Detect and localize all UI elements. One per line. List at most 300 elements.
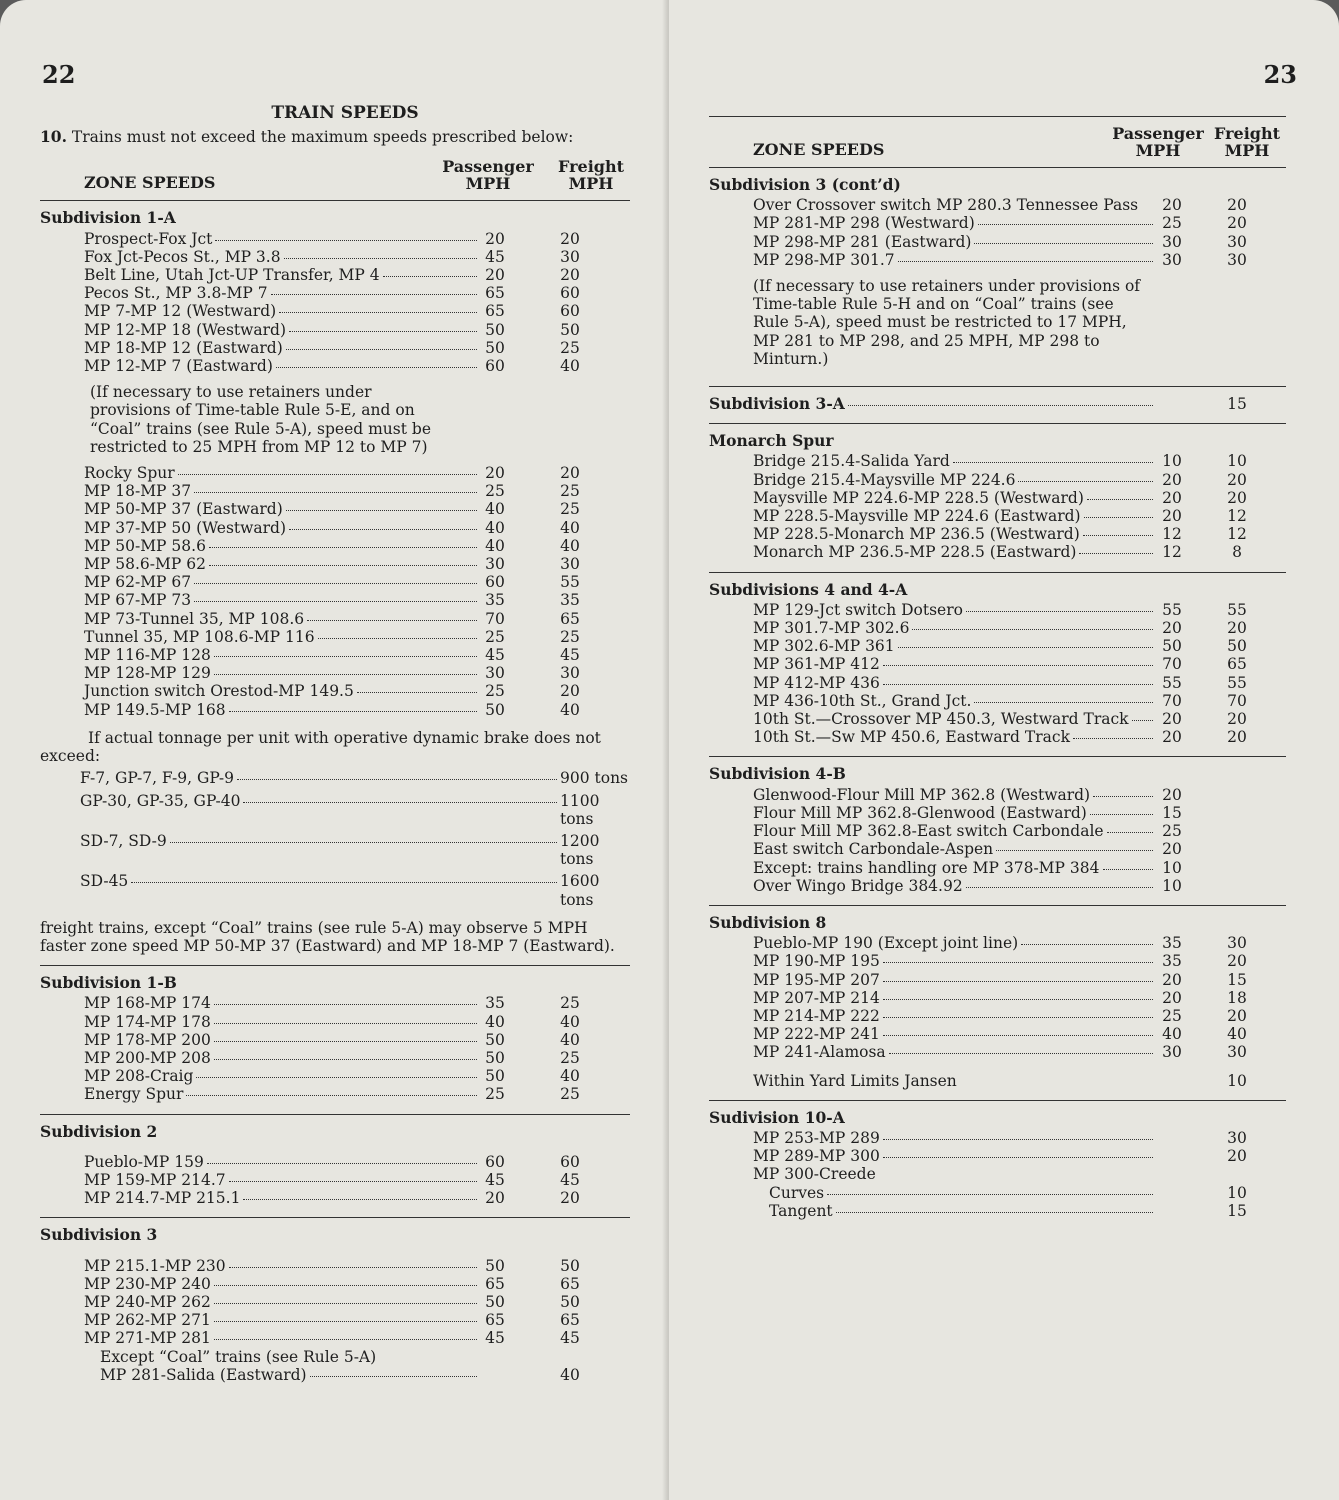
zone-desc: Energy Spur [84, 1085, 184, 1104]
leader-dots [1018, 481, 1153, 482]
freight-speed: 25 [560, 627, 580, 646]
zone-row [709, 543, 1286, 561]
leader-dots [883, 1017, 1153, 1018]
leader-dots [194, 492, 477, 493]
passenger-speed: 20 [485, 1189, 505, 1208]
subdivision-1b [40, 974, 630, 1114]
zone-desc: MP 37-MP 50 (Westward) [84, 518, 287, 537]
freight-speed: 30 [560, 247, 580, 266]
zone-speeds-title: ZONE SPEEDS [84, 173, 216, 193]
freight-speed: 25 [560, 500, 580, 519]
zone-row [40, 1275, 630, 1293]
zone-row [40, 1257, 630, 1275]
leader-dots [276, 367, 477, 368]
freight-speed: 35 [560, 591, 580, 610]
leader-dots [1083, 535, 1153, 536]
leader-dots [214, 1023, 477, 1024]
passenger-speed: 50 [485, 1030, 505, 1049]
freight-speed: 25 [560, 1048, 580, 1067]
leader-dots [214, 1004, 477, 1005]
freight-speed: 25 [560, 482, 580, 501]
freight-speed: 40 [560, 357, 580, 376]
subdivision-10a [709, 1109, 1286, 1220]
leader-dots [178, 474, 477, 475]
passenger-header: Passenger MPH [1112, 124, 1204, 160]
freight-speed: 20 [560, 229, 580, 248]
freight-speed: 15 [1227, 1201, 1247, 1220]
leader-dots [271, 294, 477, 295]
zone-row [709, 822, 1286, 840]
passenger-speed: 70 [485, 609, 505, 628]
except-coal: Except “Coal” trains (see Rule 5-A) [100, 1347, 377, 1366]
passenger-speed: 65 [485, 284, 505, 303]
zone-desc: MP 289-MP 300 [753, 1147, 880, 1166]
zone-row [40, 1311, 630, 1329]
passenger-speed: 40 [485, 1012, 505, 1031]
zone-row [40, 1085, 630, 1103]
zone-desc: Belt Line, Utah Jct-UP Transfer, MP 4 [84, 266, 380, 285]
zone-desc: MP 301.7-MP 302.6 [753, 619, 910, 638]
freight-speed: 65 [1227, 655, 1247, 674]
leader-dots [883, 665, 1153, 666]
leader-dots [1087, 499, 1153, 500]
zone-desc: MP 7-MP 12 (Westward) [84, 302, 277, 321]
leader-dots [289, 331, 477, 332]
zone-row [709, 214, 1286, 232]
tonnage-row [40, 792, 630, 828]
zone-row [40, 555, 630, 573]
zone-desc: MP 195-MP 207 [753, 970, 880, 989]
tonnage-text: If actual tonnage per unit with operative dynamic brake does not exceed: [40, 728, 601, 766]
passenger-speed: 60 [485, 1152, 505, 1171]
zone-desc: Except: trains handling ore MP 378-MP 384 [753, 858, 1100, 877]
freight-speed: 20 [1227, 1006, 1247, 1025]
leader-dots [827, 1194, 1153, 1195]
passenger-speed: 20 [1162, 507, 1182, 526]
zone-row [709, 710, 1286, 728]
zone-desc: MP 230-MP 240 [84, 1274, 211, 1293]
zone-row [40, 1366, 630, 1384]
zone-row [40, 302, 630, 320]
leader-dots [286, 510, 477, 511]
locomotive-models: SD-7, SD-9 [80, 831, 167, 850]
page-number: 22 [42, 60, 76, 89]
zone-desc: MP 58.6-MP 62 [84, 555, 206, 574]
freight-speed: 30 [1227, 232, 1247, 251]
zone-desc: Pecos St., MP 3.8-MP 7 [84, 284, 268, 303]
leader-dots [383, 276, 477, 277]
zone-desc: MP 67-MP 73 [84, 591, 192, 610]
freight-speed: 40 [560, 1012, 580, 1031]
freight-speed: 65 [560, 1311, 580, 1330]
zone-desc: MP 18-MP 37 [84, 482, 192, 501]
freight-speed: 20 [1227, 470, 1247, 489]
tonnage-row [40, 832, 630, 868]
passenger-speed: 55 [1162, 673, 1182, 692]
zone-row [40, 573, 630, 591]
freight-speed: 55 [1227, 673, 1247, 692]
subdivision-1a [40, 209, 630, 966]
freight-speed: 45 [560, 646, 580, 665]
leader-dots [978, 224, 1153, 225]
zone-desc: MP 159-MP 214.7 [84, 1170, 226, 1189]
leader-dots [243, 1199, 477, 1200]
zone-desc: Tunnel 35, MP 108.6-MP 116 [84, 627, 315, 646]
freight-speed: 40 [560, 1067, 580, 1086]
zone-desc: MP 436-10th St., Grand Jct. [753, 691, 972, 710]
passenger-speed: 10 [1162, 452, 1182, 471]
zone-row [709, 1129, 1286, 1147]
freight-speed: 20 [560, 682, 580, 701]
leader-dots [215, 240, 477, 241]
freight-speed: 30 [1227, 1043, 1247, 1062]
zone-row [40, 1329, 630, 1347]
zone-row [40, 1013, 630, 1031]
zone-row [709, 395, 1286, 413]
freight-speed: 50 [560, 1256, 580, 1275]
freight-speed: 40 [1227, 1025, 1247, 1044]
leader-dots [310, 1376, 477, 1377]
section-title: Subdivision 8 [709, 912, 827, 932]
zone-row [40, 646, 630, 664]
freight-speed: 20 [1162, 785, 1182, 804]
passenger-speed: 40 [1162, 1025, 1182, 1044]
zone-row [709, 233, 1286, 251]
freight-speed: 10 [1227, 1071, 1247, 1090]
zone-desc: MP 129-Jct switch Dotsero [753, 600, 963, 619]
leader-dots [836, 1212, 1153, 1213]
zone-desc: MP 222-MP 241 [753, 1025, 880, 1044]
subdivision-3-contd [709, 176, 1286, 387]
freight-speed: 8 [1232, 543, 1242, 562]
passenger-speed: 30 [1162, 232, 1182, 251]
zone-desc: MP 168-MP 174 [84, 994, 211, 1013]
leader-dots [229, 1181, 477, 1182]
freight-header: Freight MPH [1214, 124, 1280, 160]
leader-dots [1079, 553, 1153, 554]
leader-dots [1090, 814, 1153, 815]
passenger-speed: 20 [485, 229, 505, 248]
passenger-speed: 50 [485, 1048, 505, 1067]
passenger-speed: 55 [1162, 600, 1182, 619]
zone-desc: MP 215.1-MP 230 [84, 1256, 226, 1275]
zone-desc: MP 253-MP 289 [753, 1128, 880, 1147]
locomotive-models: F-7, GP-7, F-9, GP-9 [80, 769, 235, 788]
freight-speed: 20 [560, 1189, 580, 1208]
leader-dots [953, 462, 1153, 463]
locomotive-models: SD-45 [80, 872, 129, 891]
leader-dots [848, 405, 1153, 406]
zone-desc: MP 214.7-MP 215.1 [84, 1189, 241, 1208]
leader-dots [996, 850, 1153, 851]
passenger-speed: 12 [1162, 543, 1182, 562]
freight-speed: 20 [1227, 488, 1247, 507]
monarch-spur [709, 432, 1286, 572]
freight-speed: 40 [560, 1030, 580, 1049]
passenger-speed: 35 [485, 591, 505, 610]
passenger-speed: 50 [485, 1256, 505, 1275]
zone-row [709, 1072, 1286, 1090]
zone-row [40, 321, 630, 339]
passenger-speed: 60 [485, 357, 505, 376]
zone-desc: Junction switch Orestod-MP 149.5 [84, 682, 354, 701]
zone-desc: Monarch MP 236.5-MP 228.5 (Eastward) [753, 543, 1077, 562]
tonnage-value: 1600 tons [560, 872, 600, 909]
freight-speed: 10 [1162, 876, 1182, 895]
retainer-note: (If necessary to use retainers under provisions of Time-table Rule 5-H and on “Coal” trains (see Rule 5-A), speed must be restricted to 17 MPH, MP 281 to MP 298, and 25 MPH, MP 298 to Minturn.) [753, 277, 1141, 368]
freight-speed: 50 [1227, 637, 1247, 656]
passenger-speed: 20 [1162, 470, 1182, 489]
zone-row [709, 1147, 1286, 1165]
zone-row [709, 1184, 1286, 1202]
freight-speed: 25 [560, 1085, 580, 1104]
zone-row [40, 1049, 630, 1067]
left-column [40, 104, 630, 1384]
freight-speed: 50 [560, 320, 580, 339]
section-title: Monarch Spur [709, 431, 834, 451]
passenger-speed: 40 [485, 500, 505, 519]
zone-desc: Fox Jct-Pecos St., MP 3.8 [84, 247, 281, 266]
leader-dots [196, 1077, 477, 1078]
zone-row [709, 619, 1286, 637]
zone-desc: Bridge 215.4-Salida Yard [753, 452, 950, 471]
zone-row [40, 464, 630, 482]
passenger-speed: 35 [1162, 952, 1182, 971]
passenger-speed: 50 [485, 1067, 505, 1086]
leader-dots [214, 1321, 477, 1322]
zone-row [40, 266, 630, 284]
freight-speed: 10 [1162, 858, 1182, 877]
zone-row [709, 674, 1286, 692]
zone-row [709, 786, 1286, 804]
subdivision-3 [40, 1226, 630, 1384]
freight-speed: 20 [1227, 1147, 1247, 1166]
leader-dots [883, 999, 1153, 1000]
zone-row [709, 692, 1286, 710]
freight-speed: 55 [560, 573, 580, 592]
section-title: Subdivision 3 [40, 1225, 158, 1245]
freight-speed: 20 [560, 464, 580, 483]
freight-speed: 45 [560, 1329, 580, 1348]
passenger-speed: 20 [1162, 619, 1182, 638]
zone-desc: MP 240-MP 262 [84, 1292, 211, 1311]
zone-desc: Subdivision 3-A [709, 394, 845, 414]
right-column [709, 116, 1286, 1220]
zone-desc: East switch Carbondale-Aspen [753, 840, 994, 859]
passenger-speed: 25 [1162, 214, 1182, 233]
freight-speed: 12 [1227, 525, 1247, 544]
zone-row [40, 1067, 630, 1085]
zone-desc: Glenwood-Flour Mill MP 362.8 (Westward) [753, 785, 1091, 804]
leader-dots [194, 601, 477, 602]
zone-desc: Flour Mill MP 362.8-Glenwood (Eastward) [753, 803, 1087, 822]
leader-dots [286, 349, 477, 350]
leader-dots [883, 1035, 1153, 1036]
zone-desc: MP 50-MP 58.6 [84, 536, 206, 555]
leader-dots [229, 711, 477, 712]
freight-speed: 20 [1227, 196, 1247, 215]
freight-speed: 40 [560, 1365, 580, 1384]
leader-dots [898, 647, 1153, 648]
zone-row [40, 537, 630, 555]
zone-desc: MP 200-MP 208 [84, 1048, 211, 1067]
zone-row [40, 500, 630, 518]
freight-speed: 15 [1227, 395, 1247, 414]
rule-10-intro [40, 128, 630, 146]
leader-dots [209, 565, 477, 566]
passenger-speed: 65 [485, 1311, 505, 1330]
zone-row [40, 701, 630, 719]
zone-row [709, 1007, 1286, 1025]
leader-dots [883, 981, 1153, 982]
freight-speed: 20 [1227, 728, 1247, 747]
section-title: Subdivision 4-B [709, 764, 846, 784]
zone-desc: Flour Mill MP 362.8-East switch Carbondale [753, 822, 1104, 841]
leader-dots [214, 1339, 477, 1340]
passenger-speed: 20 [1162, 488, 1182, 507]
zone-row [709, 877, 1286, 895]
passenger-speed: 30 [1162, 250, 1182, 269]
creede-label: MP 300-Creede [753, 1165, 876, 1184]
zone-row [40, 1031, 630, 1049]
leader-dots [1021, 944, 1153, 945]
zone-row [709, 1202, 1286, 1220]
zone-desc: Within Yard Limits Jansen [753, 1071, 957, 1090]
zone-row [709, 728, 1286, 746]
leader-dots [229, 1267, 477, 1268]
section-title: Subdivisions 4 and 4-A [709, 579, 908, 599]
zone-desc: MP 190-MP 195 [753, 952, 880, 971]
leader-dots [974, 702, 1153, 703]
zone-row [40, 230, 630, 248]
leader-dots [357, 692, 477, 693]
freight-speed: 10 [1227, 452, 1247, 471]
zone-desc: MP 262-MP 271 [84, 1311, 211, 1330]
zone-row [40, 284, 630, 302]
retainer-note: (If necessary to use retainers under provisions of Time-table Rule 5-E, and on “Coal” trains (see Rule 5-A), speed must be restricted to 25 MPH from MP 12 to MP 7) [90, 383, 431, 456]
zone-desc: 10th St.—Crossover MP 450.3, Westward Track [753, 710, 1129, 729]
zone-desc: MP 12-MP 18 (Westward) [84, 320, 287, 339]
passenger-speed: 30 [1162, 1043, 1182, 1062]
freight-speed: 20 [1162, 840, 1182, 859]
freight-speed: 65 [560, 1274, 580, 1293]
zone-desc: MP 228.5-Maysville MP 224.6 (Eastward) [753, 507, 1081, 526]
zone-row [40, 339, 630, 357]
leader-dots [289, 529, 477, 530]
leader-dots [912, 629, 1153, 630]
subdivision-4b [709, 765, 1286, 905]
zone-desc: MP 128-MP 129 [84, 664, 211, 683]
passenger-speed: 45 [485, 646, 505, 665]
freight-speed: 20 [1227, 619, 1247, 638]
zone-row [709, 859, 1286, 877]
zone-desc: MP 298-MP 301.7 [753, 250, 895, 269]
zone-row [40, 664, 630, 682]
passenger-speed: 40 [485, 536, 505, 555]
passenger-speed: 50 [485, 338, 505, 357]
passenger-speed: 35 [1162, 934, 1182, 953]
zone-speeds-header [40, 158, 630, 201]
freight-speed: 30 [560, 555, 580, 574]
zone-desc: Curves [769, 1183, 825, 1202]
zone-desc: Pueblo-MP 190 (Except joint line) [753, 934, 1019, 953]
passenger-speed: 20 [1162, 196, 1182, 215]
passenger-speed: 25 [485, 482, 505, 501]
leader-dots [1103, 869, 1154, 870]
passenger-speed: 20 [485, 464, 505, 483]
zone-desc: MP 228.5-Monarch MP 236.5 (Westward) [753, 525, 1080, 544]
freight-speed: 10 [1227, 1183, 1247, 1202]
leader-dots [209, 547, 477, 548]
zone-desc: MP 149.5-MP 168 [84, 700, 226, 719]
zone-row [709, 507, 1286, 525]
zone-row [709, 655, 1286, 673]
passenger-speed: 20 [1162, 728, 1182, 747]
leader-dots [284, 258, 477, 259]
passenger-speed: 20 [1162, 710, 1182, 729]
passenger-speed: 25 [485, 682, 505, 701]
freight-speed: 60 [560, 284, 580, 303]
zone-row [709, 525, 1286, 543]
freight-speed: 55 [1227, 600, 1247, 619]
zone-desc: MP 241-Alamosa [753, 1043, 886, 1062]
zone-desc: MP 298-MP 281 (Eastward) [753, 232, 972, 251]
freight-speed: 30 [1227, 250, 1247, 269]
leader-dots [214, 1059, 477, 1060]
freight-speed: 40 [560, 700, 580, 719]
passenger-speed: 65 [485, 302, 505, 321]
zone-desc: MP 174-MP 178 [84, 1012, 211, 1031]
section-title: Sudivision 10-A [709, 1107, 845, 1127]
zone-desc: MP 50-MP 37 (Eastward) [84, 500, 283, 519]
zone-row [709, 971, 1286, 989]
zone-desc: Rocky Spur [84, 464, 175, 483]
zone-row [709, 840, 1286, 858]
passenger-speed: 25 [1162, 1006, 1182, 1025]
passenger-speed: 50 [485, 1292, 505, 1311]
leader-dots [214, 674, 477, 675]
zone-desc: MP 271-MP 281 [84, 1329, 211, 1348]
zone-desc: MP 208-Craig [84, 1067, 194, 1086]
subdivision-2 [40, 1123, 630, 1219]
leader-dots [1107, 832, 1153, 833]
leader-dots [966, 887, 1153, 888]
zone-row [709, 952, 1286, 970]
zone-desc: Pueblo-MP 159 [84, 1152, 204, 1171]
zone-desc: MP 281-MP 298 (Westward) [753, 214, 975, 233]
zone-row [709, 1025, 1286, 1043]
zone-row [40, 1171, 630, 1189]
zone-row [709, 637, 1286, 655]
zone-speeds-title: ZONE SPEEDS [753, 139, 885, 159]
passenger-speed: 20 [1162, 988, 1182, 1007]
passenger-speed: 20 [1162, 970, 1182, 989]
leader-dots [307, 620, 477, 621]
freight-speed: 60 [560, 1152, 580, 1171]
zone-desc: MP 281-Salida (Eastward) [100, 1365, 307, 1384]
zone-desc: MP 214-MP 222 [753, 1006, 880, 1025]
freight-speed: 65 [560, 609, 580, 628]
zone-row [40, 682, 630, 700]
zone-row [709, 1043, 1286, 1061]
freight-speed: 15 [1162, 803, 1182, 822]
passenger-speed: 25 [485, 1085, 505, 1104]
leader-dots [207, 1163, 477, 1164]
freight-speed: 40 [560, 536, 580, 555]
passenger-speed: 30 [485, 664, 505, 683]
zone-desc: MP 62-MP 67 [84, 573, 192, 592]
leader-dots [889, 1053, 1153, 1054]
